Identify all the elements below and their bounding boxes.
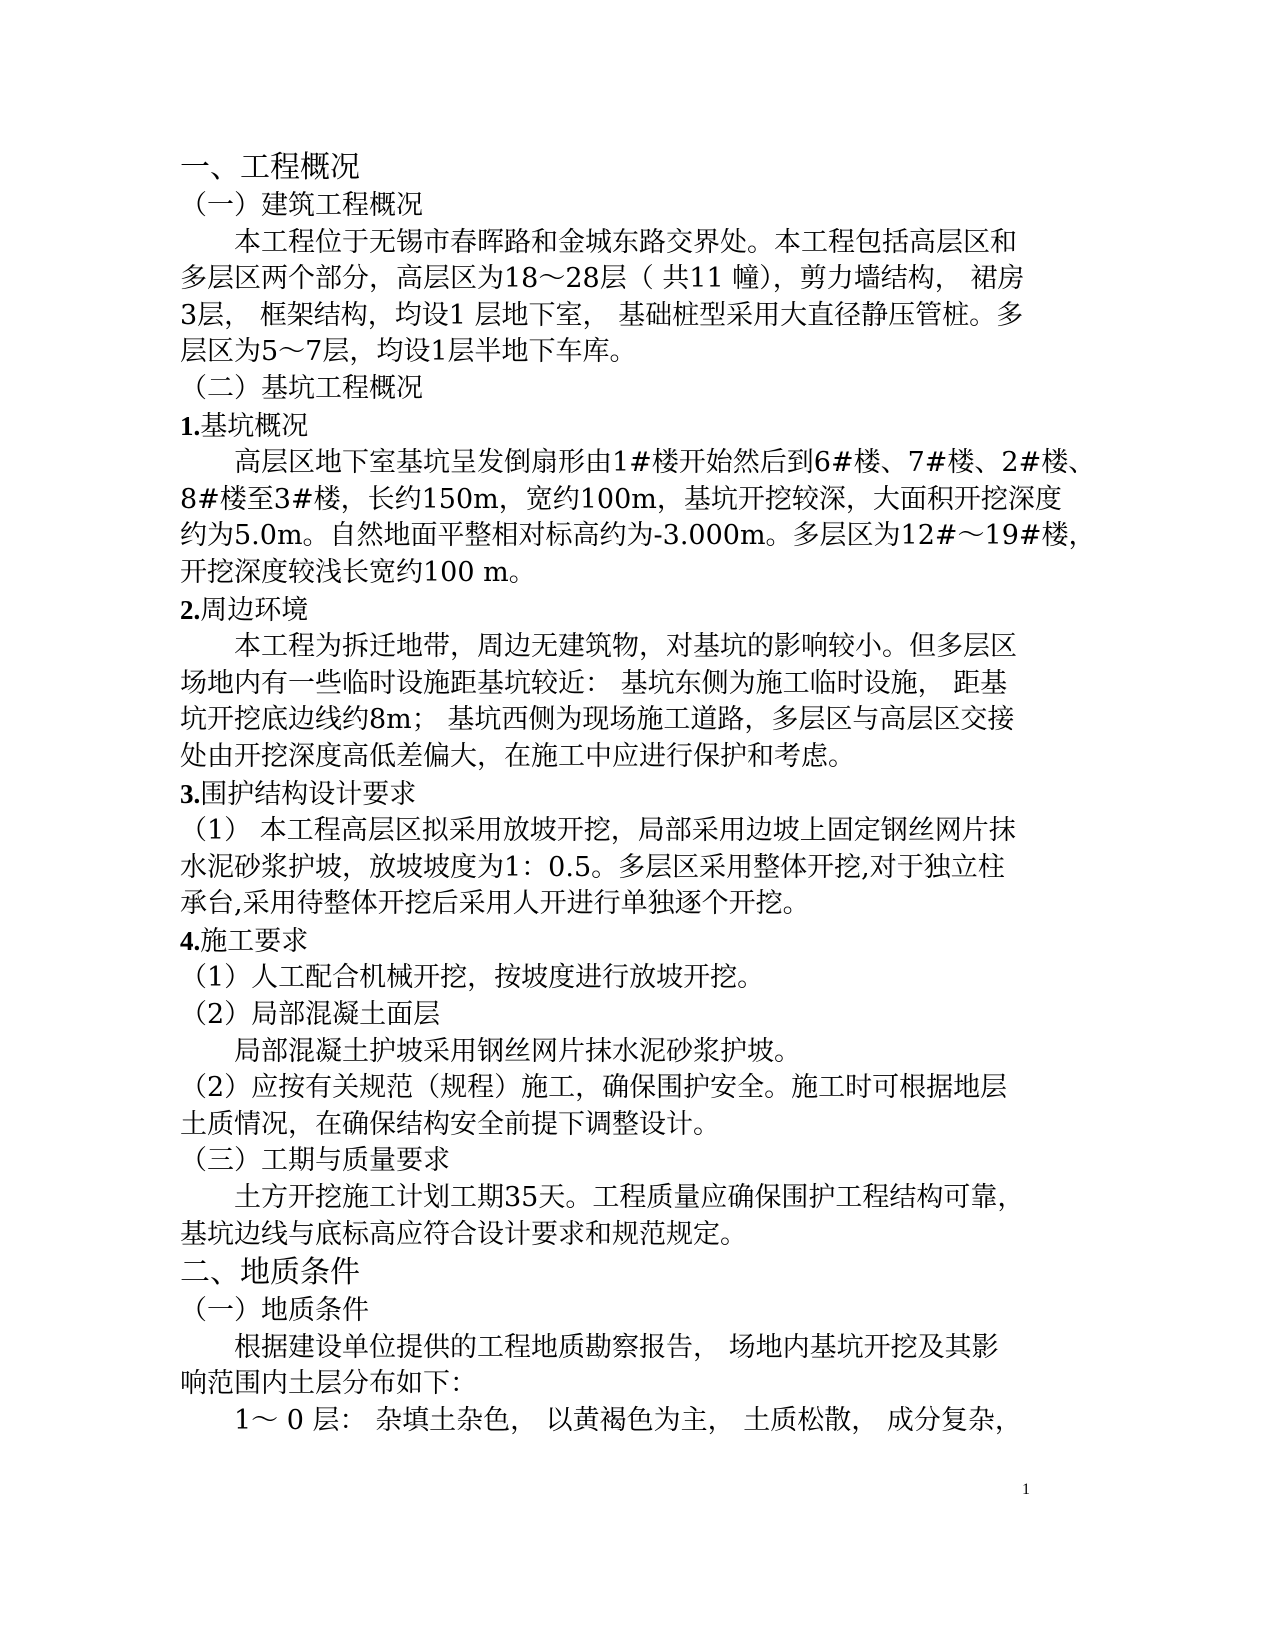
paragraph-line: 水泥砂浆护坡，放坡坡度为1：0.5。多层区采用整体开挖,对于独立柱	[180, 851, 1005, 883]
heading-text: 围护结构设计要求	[200, 778, 417, 810]
paragraph-line: 高层区地下室基坑呈发倒扇形由1#楼开始然后到6#楼、7#楼、2#楼、	[234, 447, 1096, 479]
paragraph-line: 本工程位于无锡市春晖路和金城东路交界处。本工程包括高层区和	[234, 226, 1017, 258]
subsection-heading: （三）工期与质量要求	[180, 1145, 450, 1177]
paragraph-line: 本工程为拆迁地带，周边无建筑物，对基坑的影响较小。但多层区	[234, 631, 1017, 663]
numbered-heading	[180, 923, 1060, 961]
heading-number: 4.	[180, 925, 201, 956]
heading-number: 1.	[180, 410, 201, 441]
numbered-heading	[180, 408, 1060, 446]
paragraph-line: （2）局部混凝土面层	[180, 999, 441, 1031]
paragraph-line: 8#楼至3#楼，长约150m，宽约100m，基坑开挖较深，大面积开挖深度	[180, 483, 1062, 515]
paragraph-line: 响范围内土层分布如下：	[180, 1368, 477, 1400]
heading-number: 3.	[180, 778, 201, 809]
paragraph-line: （1） 本工程高层区拟采用放坡开挖，局部采用边坡上固定钢丝网片抹	[180, 815, 1016, 847]
subsection-heading: （二）基坑工程概况	[180, 372, 423, 404]
paragraph-line: 坑开挖底边线约8m； 基坑西侧为现场施工道路，多层区与高层区交接	[180, 704, 1015, 736]
paragraph-line: 开挖深度较浅长宽约100 m。	[180, 556, 536, 588]
page-number: 1	[1022, 1481, 1030, 1498]
heading-number: 2.	[180, 594, 201, 625]
paragraph-line: 场地内有一些临时设施距基坑较近： 基坑东侧为施工临时设施， 距基	[180, 667, 1008, 699]
heading-text: 周边环境	[200, 594, 309, 626]
subsection-heading: （一）地质条件	[180, 1295, 369, 1327]
paragraph-line: 约为5.0m。自然地面平整相对标高约为-3.000m。多层区为12#～19#楼，	[180, 520, 1096, 552]
paragraph-line: 局部混凝土护坡采用钢丝网片抹水泥砂浆护坡。	[234, 1035, 801, 1067]
subsection-heading: （一）建筑工程概况	[180, 190, 423, 221]
paragraph-line: 3层， 框架结构，均设1 层地下室， 基础桩型采用大直径静压管桩。多	[180, 299, 1024, 331]
paragraph-line: 基坑边线与底标高应符合设计要求和规范规定。	[180, 1218, 747, 1250]
numbered-heading	[180, 776, 1060, 814]
section-heading: 二、地质条件	[180, 1255, 360, 1291]
paragraph-line: 根据建设单位提供的工程地质勘察报告， 场地内基坑开挖及其影	[234, 1331, 999, 1363]
numbered-heading	[180, 592, 1060, 630]
heading-text: 基坑概况	[200, 410, 309, 442]
paragraph-line: （2）应按有关规范（规程）施工，确保围护安全。施工时可根据地层	[180, 1072, 1008, 1104]
paragraph-line: 土方开挖施工计划工期35天。工程质量应确保围护工程结构可靠，	[234, 1182, 1025, 1214]
paragraph-line: （1）人工配合机械开挖，按坡度进行放坡开挖。	[180, 962, 765, 994]
heading-text: 施工要求	[200, 925, 309, 957]
paragraph-line: 1～ 0 层： 杂填土杂色， 以黄褐色为主， 土质松散， 成分复杂，	[234, 1405, 1022, 1436]
section-heading: 一、工程概况	[180, 150, 360, 185]
document-body	[180, 148, 1096, 1440]
paragraph-line: 承台,采用待整体开挖后采用人开进行单独逐个开挖。	[180, 888, 810, 920]
paragraph-line: 层区为5～7层，均设1层半地下车库。	[180, 336, 637, 368]
paragraph-line: 多层区两个部分，高层区为18～28层（ 共11 幢），剪力墙结构， 裙房	[180, 263, 1025, 295]
paragraph-line: 处由开挖深度高低差偏大，在施工中应进行保护和考虑。	[180, 740, 855, 772]
paragraph-line: 土质情况，在确保结构安全前提下调整设计。	[180, 1108, 720, 1140]
